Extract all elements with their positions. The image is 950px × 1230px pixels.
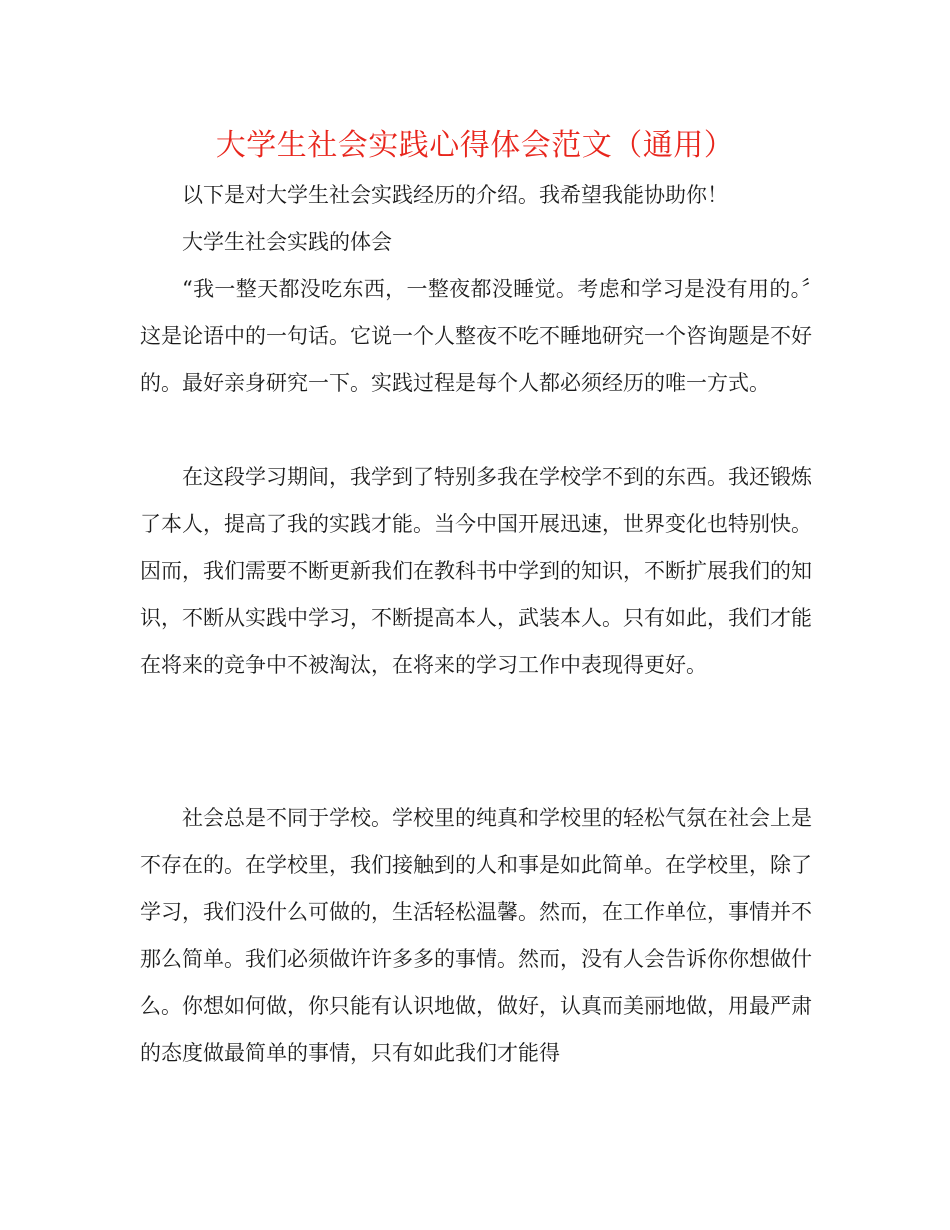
intro-paragraph: 以下是对大学生社会实践经历的介绍。我希望我能协助你！ (182, 183, 728, 207)
quote-paragraph: “我一整天都没吃东西，一整夜都没睡觉。考虑和学习是没有用的。〞这是论语中的一句话。它说一个人整夜不吃不睡地研究一个咨询题是不好的。最好亲身研究一下。实践过程是每个人都必须经历的唯一方式。 (140, 277, 812, 395)
study-paragraph: 在这段学习期间，我学到了特别多我在学校学不到的东西。我还锻炼了本人，提高了我的实践才能。当今中国开展迅速，世界变化也特别快。因而，我们需要不断更新我们在教科书中学到的知识，不断扩展我们的知识，不断从实践中学习，不断提高本人，武装本人。只有如此，我们才能在将来的竞争中不被淘汰，在将来的学习工作中表现得更好。 (140, 465, 812, 677)
society-paragraph: 社会总是不同于学校。学校里的纯真和学校里的轻松气氛在社会上是不存在的。在学校里，我们接触到的人和事是如此简单。在学校里，除了学习，我们没什么可做的，生活轻松温馨。然而，在工作单位，事情并不那么简单。我们必须做许许多多的事情。然而，没有人会告诉你你想做什么。你想如何做，你只能有认识地做，做好，认真而美丽地做，用最严肃的态度做最简单的事情，只有如此我们才能得 (140, 806, 812, 1065)
page-title: 大学生社会实践心得体会范文（通用） (215, 128, 735, 163)
subheading-paragraph: 大学生社会实践的体会 (182, 230, 392, 254)
